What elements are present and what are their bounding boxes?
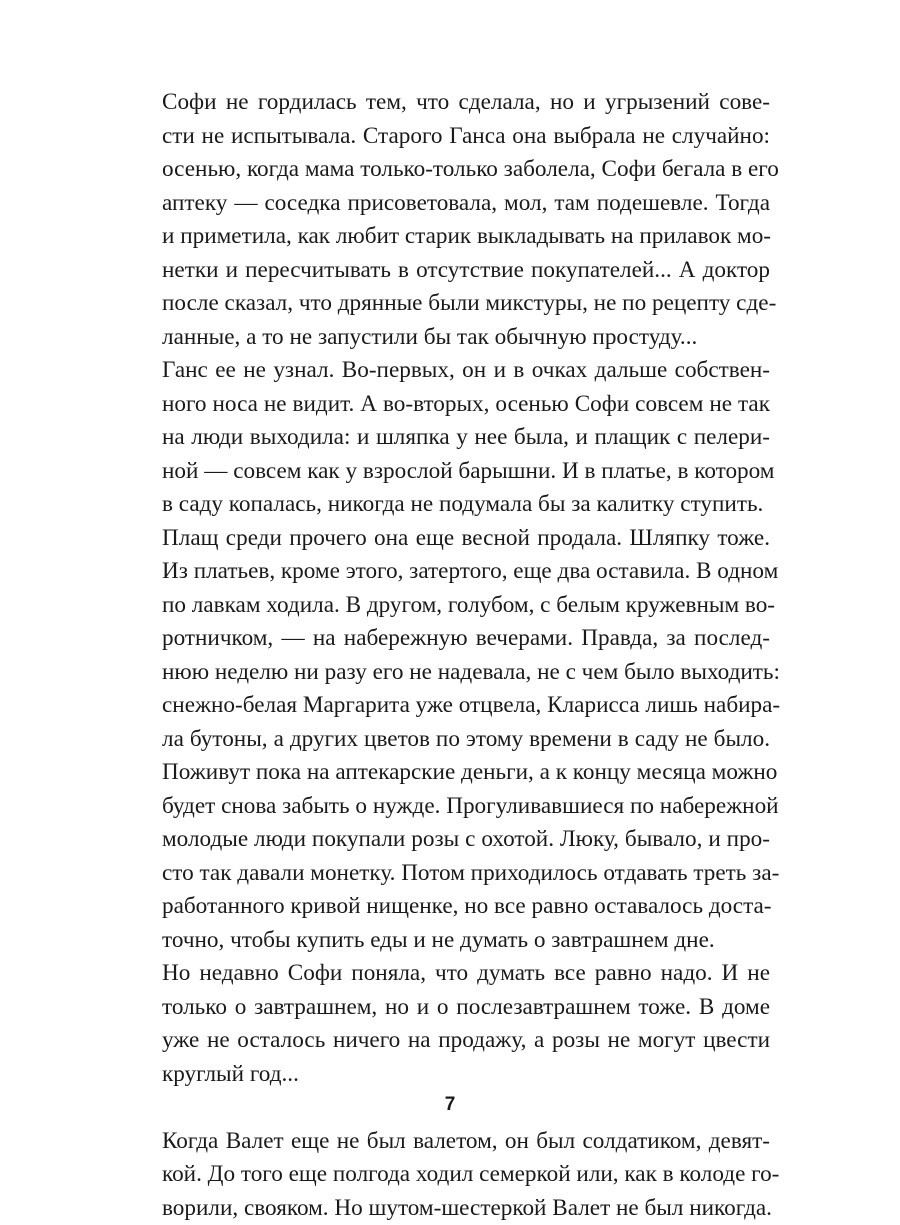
text-line: Когда Валет еще не был валетом, он был солдатиком, девят-: [132, 1125, 770, 1159]
text-line: нюю неделю ни разу его не надевала, не с чем было выходить:: [132, 656, 770, 690]
text-line: Софи не гордилась тем, что сделала, но и угрызений сове-: [132, 86, 770, 120]
text-line: и приметила, как любит старик выкладывать на прилавок мо-: [132, 220, 770, 254]
paragraph-5: [132, 1125, 770, 1225]
text-line: будет снова забыть о нужде. Прогуливавшиеся по набережной: [132, 790, 770, 824]
text-line: круглый год...: [132, 1058, 770, 1092]
text-line: ворили, свояком. Но шутом-шестеркой Валет не был никогда.: [132, 1192, 770, 1225]
page-text: [132, 86, 770, 1225]
text-line: аптеку — соседка присоветовала, мол, там подешевле. Тогда: [132, 187, 770, 221]
text-line: Поживут пока на аптекарские деньги, а к концу месяца можно: [132, 756, 770, 790]
text-line: в саду копалась, никогда не подумала бы за калитку ступить.: [132, 488, 770, 522]
text-line: Из платьев, кроме этого, затертого, еще два оставила. В одном: [132, 555, 770, 589]
text-line: работанного кривой нищенке, но все равно оставалось доста-: [132, 890, 770, 924]
text-line: ной — совсем как у взрослой барышни. И в платье, в котором: [132, 455, 770, 489]
text-line: Ганс ее не узнал. Во-первых, он и в очках дальше собствен-: [132, 354, 770, 388]
text-line: молодые люди покупали розы с охотой. Люку, бывало, и про-: [132, 823, 770, 857]
paragraph-4: [132, 957, 770, 1091]
text-line: уже не осталось ничего на продажу, а розы не могут цвести: [132, 1024, 770, 1058]
page-number: 7: [0, 1094, 900, 1116]
paragraph-3: [132, 522, 770, 958]
text-line: ного носа не видит. А во-вторых, осенью Софи совсем не так: [132, 388, 770, 422]
text-line: точно, чтобы купить еды и не думать о завтрашнем дне.: [132, 924, 770, 958]
text-line: Но недавно Софи поняла, что думать все равно надо. И не: [132, 957, 770, 991]
text-line: на люди выходила: и шляпка у нее была, и плащик с пелери-: [132, 421, 770, 455]
paragraph-1: [132, 86, 770, 354]
text-line: осенью, когда мама только-только заболела, Софи бегала в его: [132, 153, 770, 187]
text-line: по лавкам ходила. В другом, голубом, с белым кружевным во-: [132, 589, 770, 623]
text-line: сти не испытывала. Старого Ганса она выбрала не случайно:: [132, 120, 770, 154]
text-line: сто так давали монетку. Потом приходилось отдавать треть за-: [132, 857, 770, 891]
text-line: кой. До того еще полгода ходил семеркой или, как в колоде го-: [132, 1158, 770, 1192]
text-line: только о завтрашнем, но и о послезавтрашнем тоже. В доме: [132, 991, 770, 1025]
text-line: Плащ среди прочего она еще весной продала. Шляпку тоже.: [132, 522, 770, 556]
text-line: снежно-белая Маргарита уже отцвела, Кларисса лишь набира-: [132, 689, 770, 723]
text-line: нетки и пересчитывать в отсутствие покупателей... А доктор: [132, 254, 770, 288]
text-line: после сказал, что дрянные были микстуры, не по рецепту сде-: [132, 287, 770, 321]
text-line: ротничком, — на набережную вечерами. Правда, за послед-: [132, 622, 770, 656]
text-line: ла бутоны, а других цветов по этому времени в саду не было.: [132, 723, 770, 757]
text-line: ланные, а то не запустили бы так обычную простуду...: [132, 321, 770, 355]
paragraph-2: [132, 354, 770, 522]
